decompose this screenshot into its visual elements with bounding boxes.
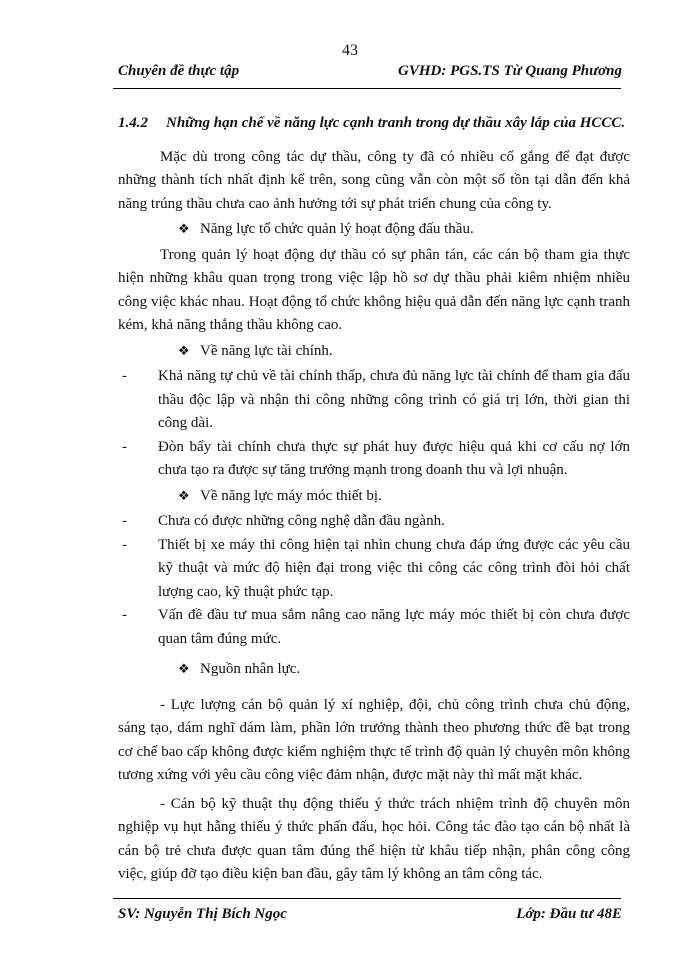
dash-marker: - (122, 368, 127, 384)
finance-item-2: Đòn bẩy tài chính chưa thực sự phát huy được hiệu quả khi cơ cấu nợ lớn chưa tạo ra được sự tăng trưởng mạnh trong doanh thu và lợi nhuận. (158, 438, 630, 478)
bullet-org (118, 217, 630, 242)
header-supervisor: GVHD: PGS.TS Từ Quang Phương (398, 63, 622, 79)
dash-marker: - (122, 438, 127, 455)
dash-marker: - (122, 607, 127, 623)
bullet-machinery-label: Về năng lực máy móc thiết bị. (200, 487, 382, 504)
hr-paragraph-1: - Lực lượng cán bộ quản lý xí nghiệp, đội, chủ công trình chưa chủ động, sáng tạo, dám nghĩ dám làm, phần lớn trưởng thành theo phương thức đề bạt trong cơ chế bao cấp không được kiểm nghiệm thực tế trình độ quản lý chuyên môn không tương xứng với yêu cầu công việc đảm nhận, được mặt này thì mất mặt khác. (118, 696, 630, 783)
diamond-bullet-icon: ❖ (178, 221, 190, 236)
intro-paragraph: Mặc dù trong công tác dự thầu, công ty đã có nhiều cố gắng để đạt được những thành tích nhất định kể trên, song cũng vẫn còn một số tồn tại dẫn đến khả năng trúng thầu chưa cao ảnh hưởng tới sự phát triển chung của công ty. (118, 148, 630, 212)
diamond-bullet-icon: ❖ (178, 487, 190, 503)
page-body (118, 112, 630, 887)
footer-student: SV: Nguyễn Thị Bích Ngọc (118, 906, 287, 922)
finance-item-1: Khả năng tự chủ về tài chính thấp, chưa đủ năng lực tài chính để tham gia đấu thầu độc lập và nhận thi công những công trình có giá trị lớn, thời gian thi công dài. (158, 368, 630, 431)
bullet-finance-label: Về năng lực tài chính. (200, 342, 333, 359)
dash-marker: - (122, 536, 127, 553)
org-paragraph: Trong quản lý hoạt động dự thầu có sự phân tán, các cán bộ tham gia thực hiện những khâu quan trọng trong việc lập hồ sơ dự thầu phải kiêm nhiệm nhiều công việc khác nhau. Hoạt động tổ chức không hiệu quả dẫn đến năng lực cạnh tranh kém, khả năng thắng thầu không cao. (118, 246, 630, 333)
section-title: Những hạn chế về năng lực cạnh tranh trong dự thầu xây lắp của HCCC. (166, 115, 626, 131)
list-item (118, 365, 630, 436)
list-item (118, 534, 630, 605)
machinery-item-2: Thiết bị xe máy thi công hiện tại nhìn chung chưa đáp ứng được các yêu cầu kỹ thuật và mức độ hiện đại trong việc thi công các công trình đòi hỏi chất lượng cao, kỹ thuật phức tạp. (158, 536, 630, 600)
diamond-bullet-icon: ❖ (178, 342, 190, 358)
diamond-bullet-icon: ❖ (178, 661, 190, 676)
bullet-org-label: Năng lực tổ chức quản lý hoạt động đấu thầu. (200, 221, 474, 237)
machinery-item-3: Vấn đề đầu tư mua sắm nâng cao năng lực máy móc thiết bị còn chưa được quan tâm đúng mức. (158, 607, 630, 647)
machinery-item-1: Chưa có được những công nghệ dẫn đầu ngành. (158, 513, 445, 529)
dash-marker: - (122, 513, 127, 529)
header-topic: Chuyên đề thực tập (118, 63, 240, 79)
bullet-hr-label: Nguồn nhân lực. (200, 661, 301, 677)
section-number: 1.4.2 (118, 115, 148, 131)
bullet-hr (118, 657, 630, 682)
page-number: 43 (342, 42, 358, 59)
list-item (118, 604, 630, 651)
footer-rule (113, 898, 621, 899)
hr-paragraph-2: - Cán bộ kỹ thuật thụ động thiếu ý thức trách nhiệm trình độ chuyên môn nghiệp vụ hụt hẫng thiếu ý thức phấn đấu, học hỏi. Công tác đào tạo cán bộ nhất là cán bộ trẻ chưa được quan tâm đúng thể hiện từ khâu tiếp nhận, phân công công việc, giúp đỡ tạo điều kiện ban đầu, gây tâm lý không an tâm công tác. (118, 795, 630, 882)
list-item (118, 510, 630, 534)
section-heading (118, 112, 630, 136)
header-rule (113, 88, 621, 89)
list-item (118, 436, 630, 483)
bullet-machinery (118, 484, 630, 509)
bullet-finance (118, 339, 630, 364)
footer-class: Lớp: Đầu tư 48E (516, 906, 622, 922)
